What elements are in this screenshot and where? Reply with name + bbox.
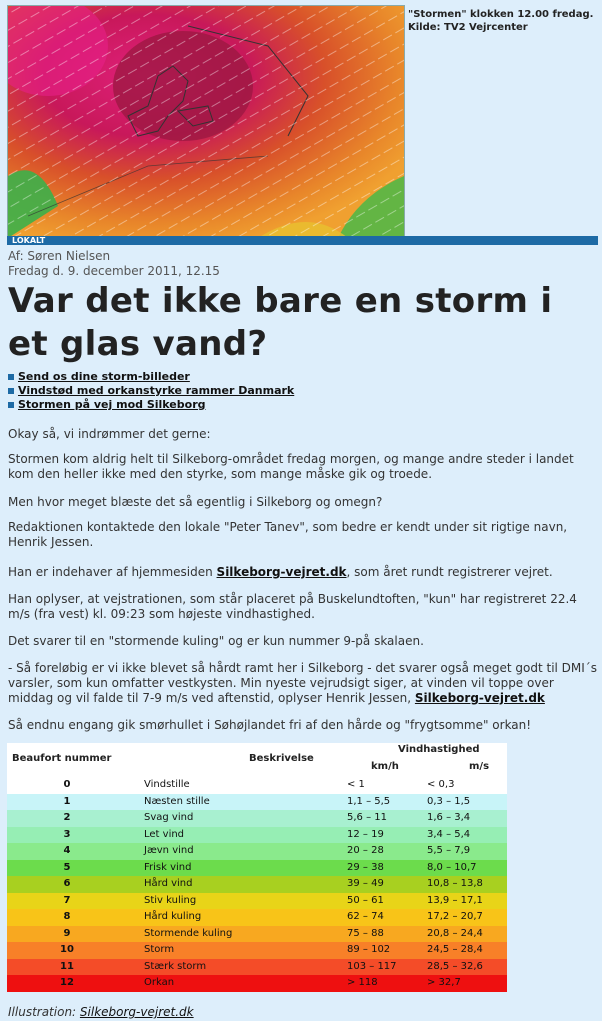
beaufort-description: Stærk storm	[144, 960, 207, 972]
paragraph: Redaktionen kontaktede den lokale "Peter Tanev", som bedre er kendt under sit rigtige navn, Henrik Jessen.	[8, 520, 568, 549]
beaufort-number: 10	[60, 944, 74, 955]
header-beaufort-number: Beaufort nummer	[12, 753, 112, 764]
beaufort-row	[7, 777, 507, 794]
related-link-item	[8, 398, 294, 412]
paragraph-text: - Så foreløbig er vi ikke blevet så hårdt ramt her i Silkeborg - det svarer også meget godt til DMI´s varsler, som kun omfatter vestkysten. Min nyeste vejrudsigt siger, at vinden vil toppe over middag og vil falde til 7-9 m/s ved aftenstid, oplyser Henrik Jessen,	[8, 661, 598, 705]
beaufort-row	[7, 926, 507, 943]
beaufort-number: 11	[60, 960, 74, 972]
paragraph: Okay så, vi indrømmer det gerne:	[8, 427, 211, 441]
beaufort-kmh: 12 – 19	[347, 828, 384, 840]
beaufort-ms: 28,5 – 32,6	[427, 960, 483, 972]
beaufort-kmh: < 1	[347, 779, 365, 790]
beaufort-ms: 3,4 – 5,4	[427, 828, 471, 840]
beaufort-number: 6	[63, 878, 71, 889]
beaufort-number: 0	[63, 779, 71, 790]
beaufort-ms: > 32,7	[427, 977, 461, 988]
beaufort-number: 7	[63, 894, 71, 906]
beaufort-ms: 5,5 – 7,9	[427, 845, 471, 856]
caption-line-2: Kilde: TV2 Vejrcenter	[408, 22, 528, 33]
beaufort-row	[7, 843, 507, 860]
beaufort-kmh: 1,1 – 5,5	[347, 795, 391, 807]
beaufort-number: 5	[63, 861, 71, 873]
related-link-storm-images[interactable]: Send os dine storm-billeder	[18, 370, 190, 383]
header-wind-speed: Vindhastighed	[398, 744, 480, 755]
beaufort-number: 2	[63, 812, 71, 823]
paragraph-text: Han er indehaver af hjemmesiden	[8, 565, 217, 579]
beaufort-description: Orkan	[144, 977, 175, 988]
beaufort-kmh: 29 – 38	[347, 861, 384, 873]
beaufort-row	[7, 794, 507, 811]
beaufort-ms: 20,8 – 24,4	[427, 927, 483, 939]
beaufort-kmh: 62 – 74	[347, 911, 384, 922]
illustration-label: Illustration:	[8, 1005, 77, 1019]
beaufort-kmh: 5,6 – 11	[347, 812, 387, 823]
paragraph-text: , som året rundt registrerer vejret.	[346, 565, 553, 579]
illustration-link[interactable]: Silkeborg-vejret.dk	[79, 1005, 194, 1019]
silkeborg-vejret-link[interactable]: Silkeborg-vejret.dk	[216, 565, 347, 579]
beaufort-row	[7, 942, 507, 959]
beaufort-row	[7, 909, 507, 926]
beaufort-kmh: 75 – 88	[347, 927, 384, 939]
bullet-icon	[8, 374, 14, 380]
beaufort-number: 12	[60, 977, 74, 988]
beaufort-kmh: 39 – 49	[347, 878, 384, 889]
beaufort-ms: 10,8 – 13,8	[427, 878, 483, 889]
beaufort-number: 8	[63, 911, 71, 922]
header-kmh: km/h	[371, 761, 399, 772]
beaufort-description: Jævn vind	[144, 845, 194, 856]
weather-map-image	[7, 5, 405, 239]
beaufort-row	[7, 975, 507, 992]
beaufort-kmh: 20 – 28	[347, 845, 384, 856]
beaufort-row	[7, 810, 507, 827]
header-ms: m/s	[469, 761, 490, 772]
related-link-gusts[interactable]: Vindstød med orkanstyrke rammer Danmark	[18, 384, 295, 397]
beaufort-ms: < 0,3	[427, 779, 455, 790]
paragraph: Det svarer til en "stormende kuling" og er kun nummer 9-på skalaen.	[8, 634, 424, 648]
paragraph: Så endnu engang gik smørhullet i Søhøjlandet fri af den hårde og "frygtsomme" orkan!	[8, 718, 532, 732]
beaufort-row	[7, 860, 507, 877]
beaufort-number: 9	[63, 927, 71, 939]
beaufort-scale-table	[7, 743, 507, 988]
image-caption	[408, 8, 598, 34]
beaufort-row	[7, 893, 507, 910]
beaufort-ms: 1,6 – 3,4	[427, 812, 471, 823]
illustration-credit	[8, 1005, 194, 1019]
beaufort-kmh: 89 – 102	[347, 944, 391, 955]
caption-line-1: "Stormen" klokken 12.00 fredag.	[408, 9, 594, 20]
dateline: Fredag d. 9. december 2011, 12.15	[8, 264, 220, 278]
beaufort-description: Hård kuling	[144, 911, 202, 922]
beaufort-description: Næsten stille	[144, 795, 210, 807]
silkeborg-vejret-link[interactable]: Silkeborg-vejret.dk	[414, 691, 545, 705]
beaufort-description: Storm	[144, 944, 175, 955]
beaufort-number: 1	[63, 795, 71, 807]
beaufort-row	[7, 876, 507, 893]
beaufort-description: Stormende kuling	[144, 927, 233, 939]
beaufort-ms: 13,9 – 17,1	[427, 894, 483, 906]
beaufort-ms: 17,2 – 20,7	[427, 911, 483, 922]
paragraph	[8, 661, 598, 706]
beaufort-row	[7, 959, 507, 976]
beaufort-description: Stiv kuling	[144, 894, 197, 906]
byline-block	[8, 249, 220, 279]
paragraph	[8, 565, 598, 580]
byline: Af: Søren Nielsen	[8, 249, 111, 263]
paragraph: Stormen kom aldrig helt til Silkeborg-området fredag morgen, og mange andre steder i landet kom den heller ikke med den styrke, som mange måske gik og troede.	[8, 452, 574, 481]
related-links	[8, 370, 294, 412]
beaufort-description: Svag vind	[144, 812, 194, 823]
beaufort-description: Frisk vind	[144, 861, 192, 873]
paragraph: Men hvor meget blæste det så egentlig i Silkeborg og omegn?	[8, 495, 383, 509]
section-label: LOKALT	[7, 236, 598, 245]
beaufort-header	[7, 743, 507, 777]
bullet-icon	[8, 402, 14, 408]
article-headline: Var det ikke bare en storm i et glas vand?	[8, 281, 553, 364]
related-link-item	[8, 370, 294, 384]
bullet-icon	[8, 388, 14, 394]
beaufort-number: 4	[63, 845, 71, 856]
header-description: Beskrivelse	[249, 753, 314, 764]
beaufort-number: 3	[63, 828, 71, 840]
beaufort-kmh: 103 – 117	[347, 960, 397, 972]
beaufort-ms: 0,3 – 1,5	[427, 795, 471, 807]
beaufort-description: Hård vind	[144, 878, 193, 889]
beaufort-kmh: 50 – 61	[347, 894, 384, 906]
paragraph: Han oplyser, at vejstrationen, som står placeret på Buskelundtoften, "kun" har registreret 22.4 m/s (fra vest) kl. 09:23 som højeste vindhastighed.	[8, 592, 577, 621]
related-link-item	[8, 384, 294, 398]
beaufort-description: Vindstille	[144, 779, 190, 790]
beaufort-ms: 8,0 – 10,7	[427, 861, 477, 873]
beaufort-ms: 24,5 – 28,4	[427, 944, 483, 955]
related-link-storm-silkeborg[interactable]: Stormen på vej mod Silkeborg	[18, 398, 206, 411]
weather-map-graphic	[8, 6, 404, 238]
beaufort-description: Let vind	[144, 828, 185, 840]
beaufort-row	[7, 827, 507, 844]
beaufort-kmh: > 118	[347, 977, 378, 988]
